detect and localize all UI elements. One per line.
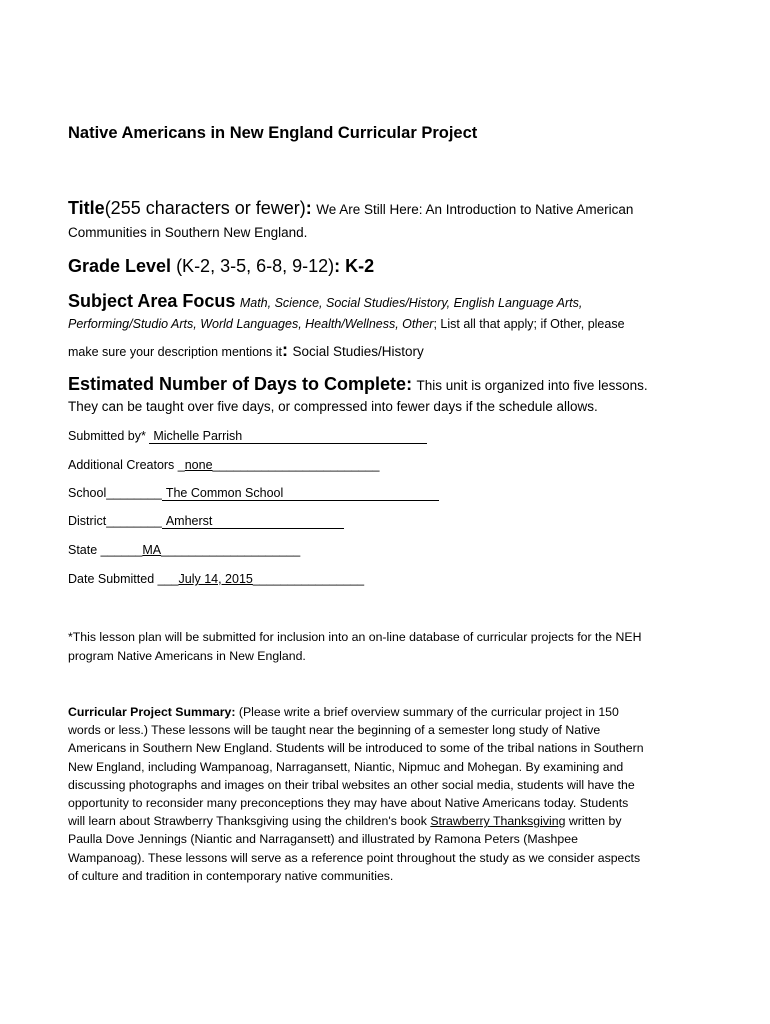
- subject-area-instruction-end: make sure your description mentions it: [68, 345, 282, 359]
- grade-level-field: [68, 256, 374, 277]
- subject-area-line3: [68, 340, 424, 361]
- additional-creators-label: Additional Creators _: [68, 458, 185, 472]
- subject-area-line2: [68, 317, 625, 331]
- school-value[interactable]: The Common School: [162, 486, 439, 501]
- subject-area-colon: :: [281, 340, 288, 360]
- title-hint: (255 characters or fewer): [104, 198, 306, 218]
- date-submitted-row: [68, 572, 364, 586]
- title-colon: :: [305, 198, 312, 218]
- title-field: [68, 198, 633, 219]
- database-note: *This lesson plan will be submitted for inclusion into an on-line database of curricular projects for the NEH program Native Americans in New England.: [68, 630, 642, 663]
- additional-creators-value[interactable]: none: [184, 458, 213, 472]
- submitted-by-row: [68, 429, 427, 444]
- grade-level-options: (K-2, 3-5, 6-8, 9-12): [176, 256, 335, 276]
- subject-area-options-line2: Performing/Studio Arts, World Languages, Health/Wellness, Other: [68, 317, 434, 331]
- subject-area-label: Subject Area Focus: [68, 291, 236, 311]
- subject-area-instruction: ; List all that apply; if Other, please: [433, 317, 625, 331]
- state-label: State ______: [68, 543, 143, 557]
- days-value-line1: This unit is organized into five lessons.: [416, 378, 648, 393]
- district-row: [68, 514, 344, 529]
- subject-area-options-line1: Math, Science, Social Studies/History, English Language Arts,: [239, 296, 583, 310]
- school-row: [68, 486, 439, 501]
- additional-creators-row: [68, 458, 379, 472]
- district-label: District________: [68, 514, 162, 528]
- subject-area-value: Social Studies/History: [292, 344, 424, 359]
- title-label: Title: [68, 198, 105, 218]
- date-submitted-value[interactable]: July 14, 2015: [178, 572, 253, 586]
- project-summary: [68, 703, 648, 885]
- days-field: [68, 374, 648, 395]
- grade-level-colon: :: [334, 256, 346, 276]
- grade-level-label: Grade Level: [68, 256, 177, 276]
- state-trail: ____________________: [161, 543, 301, 557]
- additional-creators-trail: ________________________: [212, 458, 380, 472]
- summary-label: Curricular Project Summary:: [68, 705, 236, 719]
- document-title: Native Americans in New England Curricular Project: [68, 124, 478, 142]
- district-value[interactable]: Amherst: [162, 514, 344, 529]
- days-label: Estimated Number of Days to Complete:: [68, 374, 413, 394]
- state-value[interactable]: MA: [142, 543, 162, 557]
- date-submitted-trail: ________________: [252, 572, 365, 586]
- days-value-line2: They can be taught over five days, or compressed into fewer days if the schedule allows.: [68, 399, 598, 414]
- summary-text-b: written by Paulla Dove Jennings (Niantic and Narragansett) and illustrated by Ramona Peters (Mashpee Wampanoag). These lessons will serve as a reference point throughout the study as we consider aspects of culture and tradition in contemporary native communities.: [68, 814, 641, 883]
- submitted-by-label: Submitted by*: [68, 429, 146, 443]
- grade-level-value: K-2: [345, 256, 375, 276]
- submitted-by-value[interactable]: Michelle Parrish: [149, 429, 427, 444]
- title-value-line1: We Are Still Here: An Introduction to Native American: [316, 202, 634, 217]
- subject-area-field: [68, 291, 582, 312]
- title-value-line2: Communities in Southern New England.: [68, 225, 308, 240]
- summary-book-title: Strawberry Thanksgiving: [430, 814, 566, 829]
- school-label: School________: [68, 486, 162, 500]
- summary-text-a: (Please write a brief overview summary of the curricular project in 150 words or less.) These lessons will be taught near the beginning of a semester long study of Native Americans in Southern New England. Students will be introduced to some of the tribal nations in Southern New England, including Wampanoag, Narragansett, Niantic, Nipmuc and Mohegan. By examining and discussing photographs and images on their tribal websites an other social media, students will have the opportunity to reconsider many preconceptions they may have about Native Americans today. Students will learn about Strawberry Thanksgiving using the children's book: [68, 705, 644, 829]
- date-submitted-label: Date Submitted ___: [68, 572, 179, 586]
- state-row: [68, 543, 300, 557]
